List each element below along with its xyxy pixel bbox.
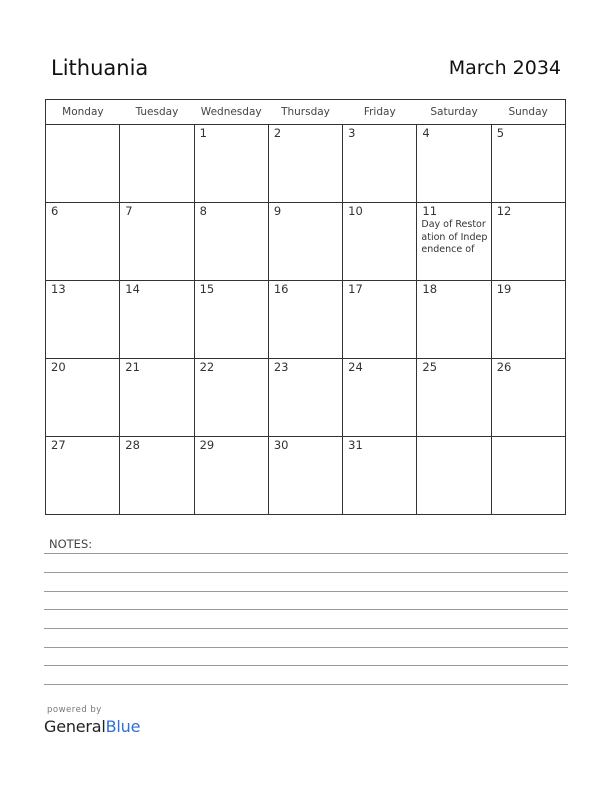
day-number: 20 bbox=[51, 360, 66, 374]
day-number: 27 bbox=[51, 438, 66, 452]
month-year-title: March 2034 bbox=[448, 57, 561, 79]
day-cell bbox=[343, 281, 417, 359]
weekday-header: Tuesday bbox=[120, 100, 194, 125]
day-number: 9 bbox=[273, 204, 282, 218]
note-line bbox=[44, 609, 568, 610]
note-line bbox=[44, 572, 568, 573]
day-cell bbox=[268, 281, 342, 359]
day-cell bbox=[194, 125, 268, 203]
calendar-body bbox=[46, 125, 566, 515]
weekday-header: Sunday bbox=[491, 100, 565, 125]
note-line bbox=[44, 553, 568, 554]
brand-general-text: General bbox=[44, 717, 106, 736]
weekday-header: Saturday bbox=[417, 100, 491, 125]
weekday-header-row bbox=[46, 100, 566, 125]
day-cell bbox=[343, 359, 417, 437]
day-number: 13 bbox=[51, 282, 66, 296]
day-cell bbox=[46, 125, 120, 203]
day-number: 24 bbox=[348, 360, 363, 374]
powered-by-text: powered by bbox=[47, 705, 102, 715]
day-number: 18 bbox=[422, 282, 438, 296]
note-line bbox=[44, 665, 568, 666]
day-cell bbox=[120, 203, 194, 281]
day-number: 4 bbox=[422, 126, 430, 140]
day-number: 8 bbox=[199, 204, 207, 218]
weekday-header: Monday bbox=[46, 100, 120, 125]
day-number: 23 bbox=[273, 360, 289, 374]
note-line bbox=[44, 684, 568, 685]
day-number: 19 bbox=[496, 282, 512, 296]
week-row bbox=[46, 125, 566, 203]
day-cell bbox=[491, 359, 565, 437]
weekday-header: Wednesday bbox=[194, 100, 268, 125]
day-cell bbox=[46, 359, 120, 437]
day-number: 10 bbox=[348, 204, 363, 218]
day-cell bbox=[120, 359, 194, 437]
day-number bbox=[417, 437, 490, 439]
day-cell bbox=[120, 437, 194, 515]
day-cell bbox=[343, 125, 417, 203]
day-number: 3 bbox=[348, 126, 356, 140]
weekday-header: Thursday bbox=[268, 100, 342, 125]
day-cell bbox=[120, 125, 194, 203]
day-cell bbox=[194, 437, 268, 515]
day-number: 25 bbox=[422, 360, 438, 374]
week-row bbox=[46, 437, 566, 515]
day-number: 22 bbox=[199, 360, 215, 374]
day-cell bbox=[417, 203, 491, 281]
day-cell bbox=[194, 281, 268, 359]
day-number: 26 bbox=[496, 360, 512, 374]
day-cell bbox=[417, 437, 491, 515]
day-cell bbox=[417, 359, 491, 437]
day-number: 28 bbox=[125, 438, 140, 452]
day-number: 7 bbox=[125, 204, 133, 218]
note-line bbox=[44, 628, 568, 629]
day-cell bbox=[194, 203, 268, 281]
day-number: 11 bbox=[422, 204, 438, 218]
day-cell bbox=[491, 125, 565, 203]
day-cell bbox=[268, 437, 342, 515]
day-number: 21 bbox=[125, 360, 140, 374]
week-row bbox=[46, 203, 566, 281]
calendar-grid bbox=[45, 99, 566, 515]
day-number: 6 bbox=[51, 204, 59, 218]
note-line bbox=[44, 647, 568, 648]
day-cell bbox=[46, 281, 120, 359]
day-number: 16 bbox=[273, 282, 289, 296]
day-cell bbox=[194, 359, 268, 437]
day-cell bbox=[417, 281, 491, 359]
day-cell bbox=[417, 125, 491, 203]
day-number: 15 bbox=[199, 282, 215, 296]
day-cell bbox=[491, 281, 565, 359]
day-number: 12 bbox=[496, 204, 512, 218]
notes-label: NOTES: bbox=[49, 537, 93, 551]
day-cell bbox=[491, 203, 565, 281]
day-cell bbox=[343, 437, 417, 515]
day-cell bbox=[268, 359, 342, 437]
day-cell bbox=[46, 203, 120, 281]
day-cell bbox=[491, 437, 565, 515]
day-number bbox=[492, 437, 565, 439]
brand-blue-text: Blue bbox=[105, 717, 141, 736]
day-number: 14 bbox=[125, 282, 140, 296]
country-title: Lithuania bbox=[51, 56, 149, 80]
day-number: 17 bbox=[348, 282, 363, 296]
day-number: 5 bbox=[496, 126, 505, 140]
day-number bbox=[120, 125, 193, 127]
day-cell bbox=[46, 437, 120, 515]
note-line bbox=[44, 591, 568, 592]
day-number: 2 bbox=[273, 126, 282, 140]
day-number: 31 bbox=[348, 438, 363, 452]
day-cell bbox=[120, 281, 194, 359]
week-row bbox=[46, 281, 566, 359]
day-number: 1 bbox=[199, 126, 207, 140]
day-number bbox=[46, 125, 119, 127]
day-number: 29 bbox=[199, 438, 215, 452]
day-cell bbox=[343, 203, 417, 281]
day-cell bbox=[268, 203, 342, 281]
generalblue-logo[interactable] bbox=[44, 717, 140, 736]
day-number: 30 bbox=[273, 438, 289, 452]
holiday-label: Day of Restoration of Independence of bbox=[421, 219, 488, 255]
weekday-header: Friday bbox=[343, 100, 417, 125]
day-cell bbox=[268, 125, 342, 203]
week-row bbox=[46, 359, 566, 437]
